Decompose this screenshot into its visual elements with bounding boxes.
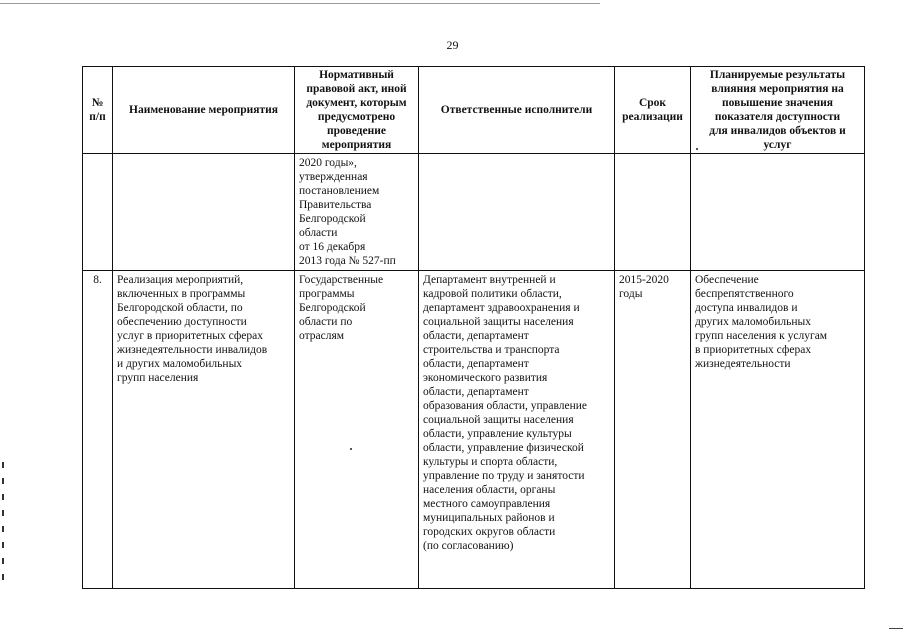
cell-name [113, 154, 295, 271]
table-header-row [83, 67, 865, 154]
header-name: Наименование мероприятия [113, 67, 295, 154]
cell-term: 2015-2020 годы [615, 271, 691, 589]
cell-num: 8. [83, 271, 113, 589]
header-act: Нормативный правовой акт, иной документ, которым предусмотрено проведение мероприятия [295, 67, 419, 154]
cell-name: Реализация мероприятий, включенных в программы Белгородской области, по обеспечению доступности услуг в приоритетных сферах жизнедеятельности инвалидов и других маломобильных групп населения [113, 271, 295, 589]
top-rule [0, 3, 600, 4]
measures-table [82, 66, 865, 589]
scan-dot [350, 448, 352, 450]
scan-margin-marks [2, 462, 6, 590]
table-row-continuation [83, 154, 865, 271]
scan-dot [696, 148, 698, 150]
cell-num [83, 154, 113, 271]
cell-executors: Департамент внутренней и кадровой политики области, департамент здравоохранения и социальной защиты населения области, департамент строительства и транспорта области, департамент экономического развития области, департамент образования области, управление социальной защиты населения области, управление культуры области, управление физической культуры и спорта области, управление по труду и занятости населения области, органы местного самоуправления муниципальных районов и городских округов области (по согласованию) [419, 271, 615, 589]
page-number: 29 [446, 38, 459, 52]
cell-act: Государственные программы Белгородской области по отраслям [295, 271, 419, 589]
header-term: Срок реализации [615, 67, 691, 154]
cell-act: 2020 годы», утвержденная постановлением Правительства Белгородской области от 16 декабря 2013 года № 527-пп [295, 154, 419, 271]
cell-results: Обеспечение беспрепятственного доступа инвалидов и других маломобильных групп населения к услугам в приоритетных сферах жизнедеятельности [691, 271, 865, 589]
cell-term [615, 154, 691, 271]
header-executors: Ответственные исполнители [419, 67, 615, 154]
scan-corner-mark [889, 628, 903, 629]
header-results: Планируемые результаты влияния мероприятия на повышение значения показателя доступности для инвалидов объектов и услуг [691, 67, 865, 154]
cell-results [691, 154, 865, 271]
header-num: № п/п [83, 67, 113, 154]
table-row-8 [83, 271, 865, 589]
cell-executors [419, 154, 615, 271]
